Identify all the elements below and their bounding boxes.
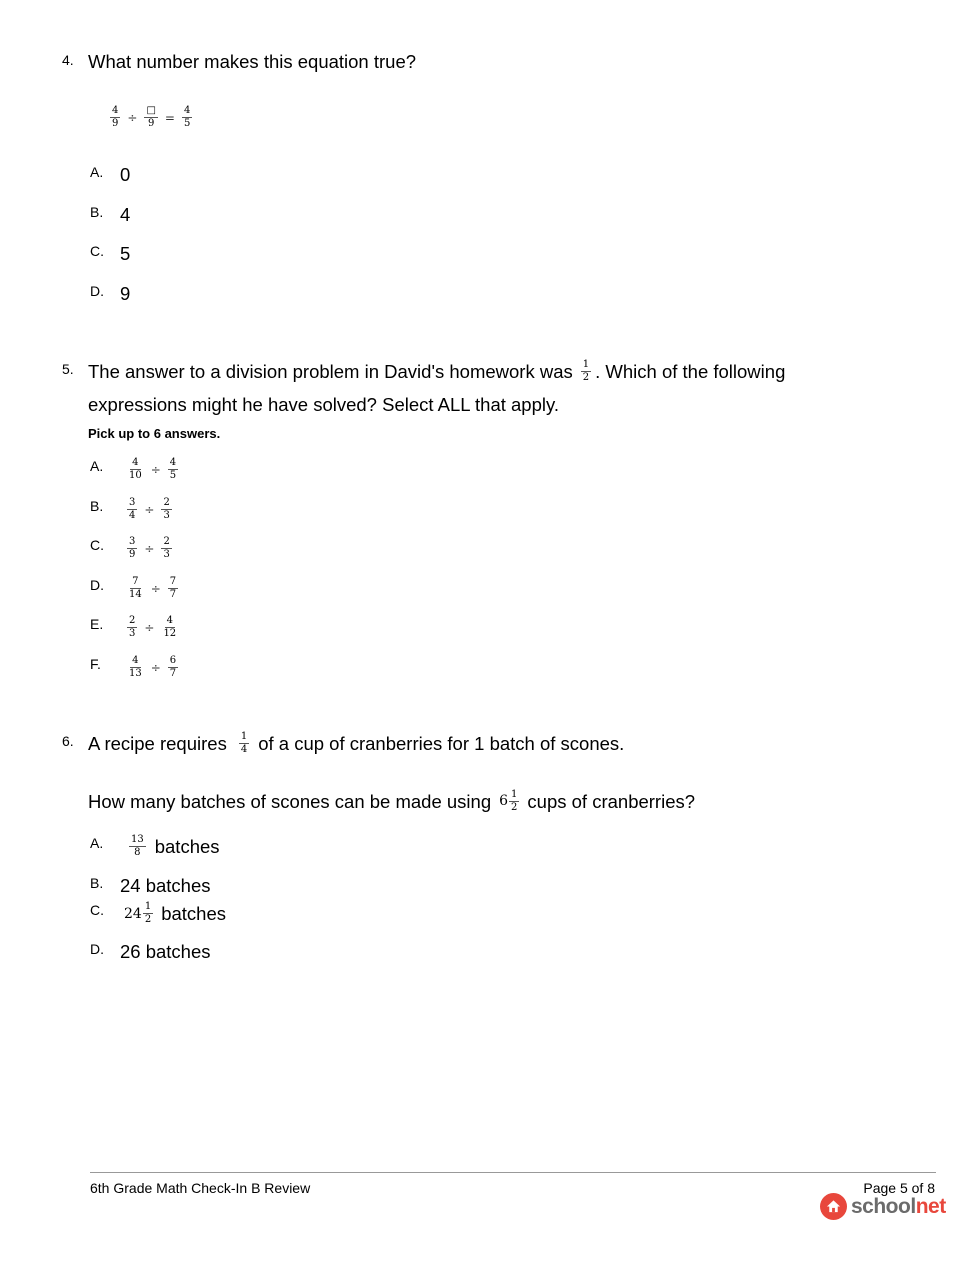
answer-choice[interactable] bbox=[90, 204, 131, 225]
fraction: $\frac{4}{13}$ bbox=[129, 655, 142, 679]
choice-text: 4 bbox=[120, 204, 131, 225]
choice-content bbox=[124, 902, 226, 925]
fraction: $\frac{7}{7}$ bbox=[169, 576, 177, 600]
choice-letter: D. bbox=[90, 577, 104, 593]
answer-choice[interactable] bbox=[90, 164, 131, 185]
answer-choice[interactable] bbox=[90, 835, 390, 867]
expression bbox=[124, 577, 181, 600]
divide-operator: ÷ bbox=[144, 541, 155, 556]
fraction: $\frac{13}{8}$ bbox=[131, 834, 144, 858]
choice-letter: C. bbox=[90, 902, 104, 918]
answer-choice[interactable] bbox=[90, 941, 211, 962]
choice-letter: C. bbox=[90, 537, 104, 553]
schoolnet-logo bbox=[820, 1193, 946, 1220]
fraction: $\frac{4}{12}$ bbox=[163, 615, 177, 639]
choice-letter: B. bbox=[90, 204, 104, 220]
question-number: 6. bbox=[62, 733, 74, 749]
choice-text: batches bbox=[154, 835, 220, 857]
answer-choice[interactable] bbox=[90, 875, 211, 896]
fraction: $\frac{3}{9}$ bbox=[129, 536, 136, 560]
logo-text: schoolnet bbox=[851, 1194, 946, 1218]
choice-letter: B. bbox=[90, 498, 104, 514]
choice-text: 5 bbox=[120, 243, 131, 264]
fraction-unknown: $\frac{□}{9}$ bbox=[146, 105, 156, 129]
question-number: 5. bbox=[62, 361, 74, 377]
page-number: Page 5 of 8 bbox=[863, 1180, 935, 1196]
divide-operator: ÷ bbox=[127, 110, 138, 125]
divide-operator: ÷ bbox=[144, 620, 155, 635]
expression bbox=[124, 537, 175, 560]
question-text: What number makes this equation true? bbox=[88, 51, 417, 72]
fraction: $\frac{4}{5}$ bbox=[183, 105, 191, 129]
fraction: $\frac{2}{3}$ bbox=[129, 615, 136, 639]
choice-letter: A. bbox=[90, 164, 104, 180]
fraction: $\frac{4}{5}$ bbox=[169, 457, 177, 481]
inline-fraction: $\frac{1}{4}$ bbox=[240, 731, 248, 755]
footer-divider bbox=[90, 1172, 936, 1173]
fraction: $\frac{7}{14}$ bbox=[129, 576, 142, 600]
selection-hint: Pick up to 6 answers. bbox=[88, 426, 221, 441]
divide-operator: ÷ bbox=[144, 502, 155, 517]
divide-operator: ÷ bbox=[150, 581, 161, 596]
question-text-line: expressions might he have solved? Select ALL that apply. bbox=[88, 394, 560, 415]
expression bbox=[124, 458, 181, 481]
mixed-number: 6 $\frac{1}{2}$ bbox=[499, 789, 518, 813]
answer-choice[interactable] bbox=[90, 243, 131, 264]
choice-text: 26 batches bbox=[120, 941, 211, 962]
question-number: 4. bbox=[62, 52, 74, 68]
inline-fraction: $\frac{1}{2}$ bbox=[582, 359, 590, 383]
expression bbox=[124, 656, 181, 679]
choice-letter: F. bbox=[90, 656, 101, 672]
choice-letter: E. bbox=[90, 616, 104, 632]
expression bbox=[124, 616, 181, 639]
fraction: $\frac{3}{4}$ bbox=[129, 497, 136, 521]
answer-choice[interactable] bbox=[90, 902, 390, 936]
home-icon bbox=[820, 1193, 847, 1220]
choice-letter: A. bbox=[90, 835, 104, 851]
question-text-line: How many batches of scones can be made using 6 $\frac{1}{2}$ cups of cranberries? bbox=[88, 785, 695, 818]
equals-operator: = bbox=[164, 110, 175, 125]
expression bbox=[124, 498, 175, 521]
choice-letter: D. bbox=[90, 283, 104, 299]
choice-letter: C. bbox=[90, 243, 104, 259]
footer-title: 6th Grade Math Check-In B Review bbox=[90, 1180, 311, 1196]
choice-text: 24 batches bbox=[120, 875, 211, 896]
divide-operator: ÷ bbox=[150, 660, 161, 675]
choice-text: 9 bbox=[120, 283, 131, 304]
divide-operator: ÷ bbox=[150, 462, 161, 477]
choice-letter: B. bbox=[90, 875, 104, 891]
mixed-whole: 24 bbox=[124, 905, 142, 922]
equation bbox=[107, 106, 195, 129]
choice-text: batches bbox=[161, 902, 226, 924]
answer-choice[interactable] bbox=[90, 283, 131, 304]
choice-text: 0 bbox=[120, 164, 131, 185]
choice-letter: D. bbox=[90, 941, 104, 957]
choice-letter: A. bbox=[90, 458, 104, 474]
fraction: $\frac{1}{2}$ bbox=[144, 901, 152, 925]
fraction: $\frac{2}{3}$ bbox=[163, 497, 170, 521]
fraction: $\frac{4}{10}$ bbox=[129, 457, 142, 481]
fraction: $\frac{2}{3}$ bbox=[163, 536, 170, 560]
fraction: $\frac{4}{9}$ bbox=[112, 105, 119, 129]
question-text: A recipe requires $\frac{1}{4}$ of a cup of cranberries for 1 batch of scones. bbox=[88, 731, 625, 755]
choice-content bbox=[126, 835, 220, 858]
question-text: The answer to a division problem in David's homework was $\frac{1}{2}$ . Which of the following bbox=[88, 359, 786, 383]
fraction: $\frac{6}{7}$ bbox=[169, 655, 177, 679]
